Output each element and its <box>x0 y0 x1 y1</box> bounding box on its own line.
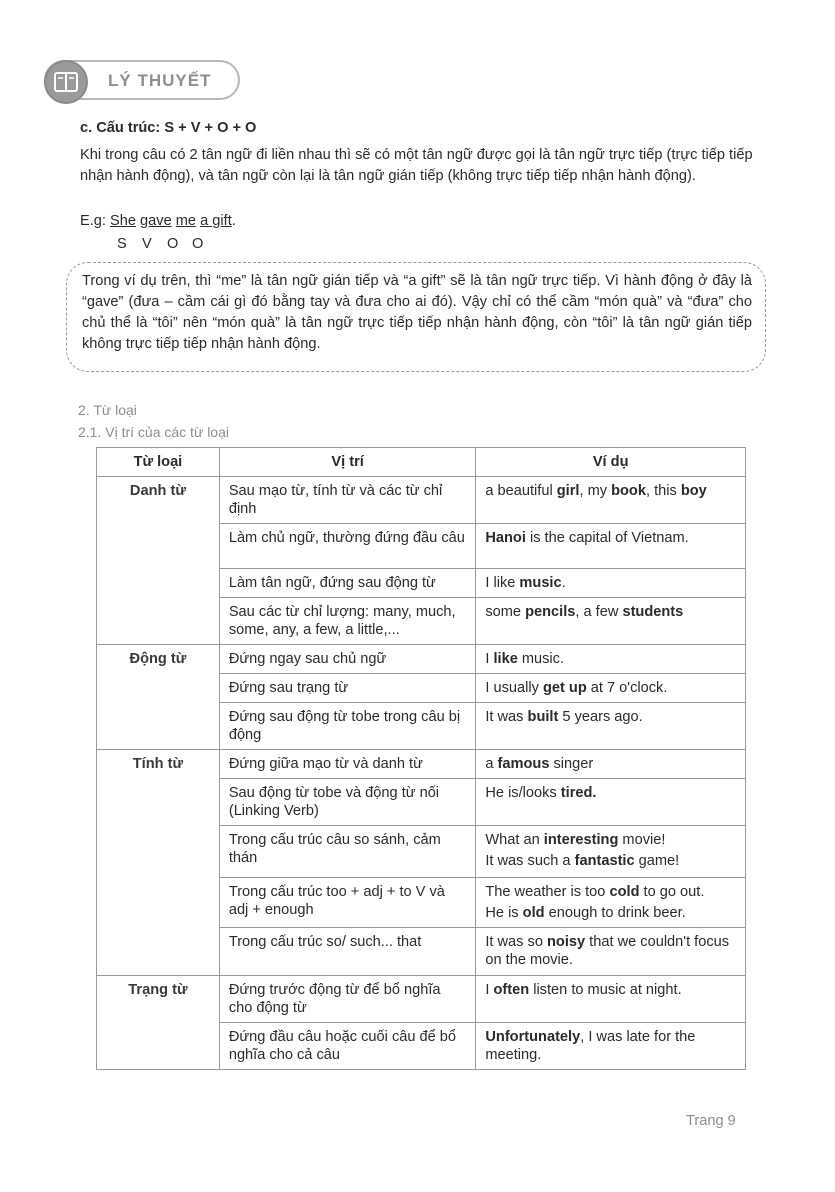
category-verb: Động từ <box>97 645 220 750</box>
note-text: Trong ví dụ trên, thì “me” là tân ngữ gián tiếp và “a gift” sẽ là tân ngữ trực tiếp. Vì hành động ở đây là “gave” (đưa – cầm cái gì đó bằng tay và đưa cho ai đó). Vậy chỉ có thể cầm “món quà” và “đưa” cho chủ thể là “tôi” nên “món quà” là tân ngữ trực tiếp tiếp nhận hành động, còn “tôi” là tân ngữ gián tiếp không trực tiếp tiếp nhận hành động. <box>82 273 752 352</box>
word-class-table <box>96 447 746 1070</box>
section-heading: 2. Từ loại <box>78 402 137 418</box>
example-sentence: E.g: She gave me a gift. <box>80 213 236 229</box>
table-header-row <box>97 448 746 477</box>
table-row: Đứng sau động từ tobe trong câu bị động It was built 5 years ago. <box>97 703 746 750</box>
category-adverb: Trạng từ <box>97 976 220 1070</box>
table-row: Trong cấu trúc too + adj + to V và adj + enough The weather is too cold to go out. He is old enough to drink beer. <box>97 878 746 928</box>
table-row: Đứng sau trạng từ I usually get up at 7 o'clock. <box>97 674 746 703</box>
section-badge-label: LÝ THUYẾT <box>108 71 212 90</box>
structure-title: c. Cấu trúc: S + V + O + O <box>80 120 257 136</box>
table-row: Trong cấu trúc câu so sánh, cảm thán What an interesting movie! It was such a fantastic game! <box>97 826 746 878</box>
header-position: Vị trí <box>219 448 476 477</box>
table-row: Động từ Đứng ngay sau chủ ngữ I like music. <box>97 645 746 674</box>
subsection-heading: 2.1. Vị trí của các từ loại <box>78 424 229 440</box>
page-number: Trang 9 <box>686 1113 736 1129</box>
table-row: Tính từ Đứng giữa mạo từ và danh từ a famous singer <box>97 750 746 779</box>
section-badge <box>44 60 240 100</box>
table-row: Sau các từ chỉ lượng: many, much, some, any, a few, a little,... some pencils, a few students <box>97 598 746 645</box>
table-row: Sau động từ tobe và động từ nối (Linking Verb) He is/looks tired. <box>97 779 746 826</box>
table-row: Danh từ Sau mạo từ, tính từ và các từ chỉ định a beautiful girl, my book, this boy <box>97 477 746 524</box>
example-subject: She <box>110 213 136 229</box>
example-object-2: a gift <box>200 213 232 229</box>
table-row: Làm chủ ngữ, thường đứng đầu câu Hanoi is the capital of Vietnam. <box>97 524 746 569</box>
table-row: Làm tân ngữ, đứng sau động từ I like music. <box>97 569 746 598</box>
example-labels: S V O O <box>117 236 204 252</box>
category-noun: Danh từ <box>97 477 220 645</box>
table-row: Đứng đầu câu hoặc cuối câu để bổ nghĩa cho cả câu Unfortunately, I was late for the meeting. <box>97 1023 746 1070</box>
header-example: Ví dụ <box>476 448 746 477</box>
table-row: Trong cấu trúc so/ such... that It was so noisy that we couldn't focus on the movie. <box>97 928 746 976</box>
header-word-class: Từ loại <box>97 448 220 477</box>
example-verb: gave <box>140 213 172 229</box>
example-object-1: me <box>175 213 197 229</box>
category-adjective: Tính từ <box>97 750 220 976</box>
table-row: Trạng từ Đứng trước động từ để bổ nghĩa cho động từ I often listen to music at night. <box>97 976 746 1023</box>
body-paragraph: Khi trong câu có 2 tân ngữ đi liền nhau thì sẽ có một tân ngữ được gọi là tân ngữ trực tiếp (trực tiếp tiếp nhận hành động), và tân ngữ còn lại là tân ngữ gián tiếp (không trực tiếp tiếp nhận hành động). <box>80 147 753 184</box>
book-icon <box>44 60 88 104</box>
